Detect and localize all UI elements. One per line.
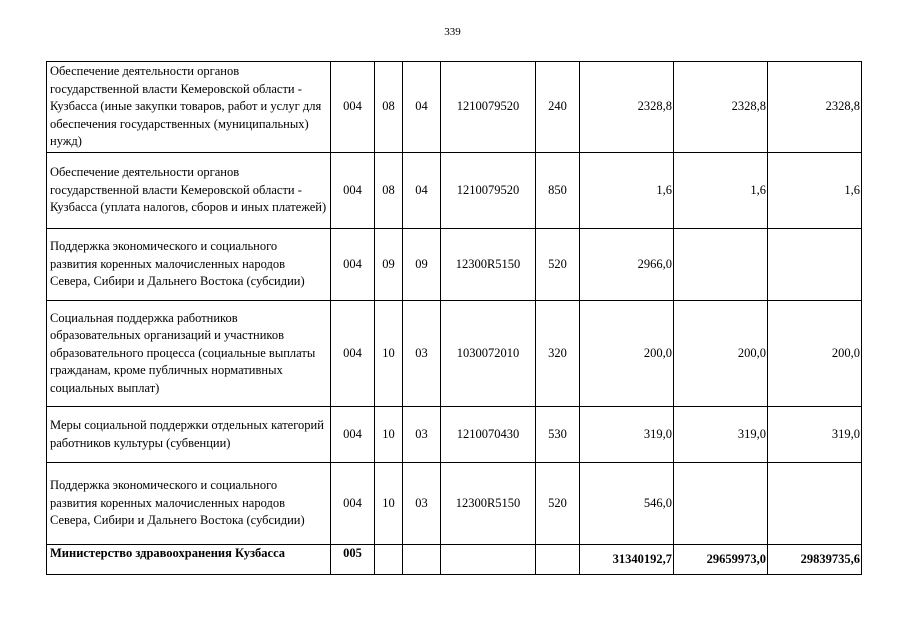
- expense-type-cell: 320: [536, 301, 580, 407]
- amount-year-1-cell: 2328,8: [580, 62, 674, 153]
- subsection-code-cell: 04: [403, 62, 441, 153]
- ministry-code-cell: 004: [331, 463, 375, 545]
- amount-year-3-cell: 2328,8: [768, 62, 862, 153]
- section-code-cell: 10: [375, 301, 403, 407]
- subsection-code-cell: 03: [403, 301, 441, 407]
- target-article-cell: 1210070430: [441, 407, 536, 463]
- budget-table: [46, 61, 862, 575]
- subsection-code-cell: 09: [403, 229, 441, 301]
- target-article-cell: 1030072010: [441, 301, 536, 407]
- ministry-code-cell: 004: [331, 407, 375, 463]
- amount-year-3-cell: 319,0: [768, 407, 862, 463]
- expense-name-cell: Обеспечение деятельности органов государственной власти Кемеровской области - Кузбасса (уплата налогов, сборов и иных платежей): [47, 153, 331, 229]
- subsection-code-cell: 04: [403, 153, 441, 229]
- amount-year-3-cell: [768, 463, 862, 545]
- target-article-cell: 12300R5150: [441, 229, 536, 301]
- ministry-code-cell: 004: [331, 301, 375, 407]
- page-number: 339: [444, 26, 461, 38]
- table-row: [47, 62, 862, 153]
- table-row: [47, 301, 862, 407]
- amount-year-1-cell: 319,0: [580, 407, 674, 463]
- amount-year-2-cell: 319,0: [674, 407, 768, 463]
- amount-year-3-cell: 29839735,6: [768, 545, 862, 575]
- amount-year-2-cell: 1,6: [674, 153, 768, 229]
- target-article-cell: 1210079520: [441, 62, 536, 153]
- expense-type-cell: 520: [536, 463, 580, 545]
- subsection-code-cell: [403, 545, 441, 575]
- section-code-cell: [375, 545, 403, 575]
- amount-year-1-cell: 546,0: [580, 463, 674, 545]
- subsection-code-cell: 03: [403, 407, 441, 463]
- ministry-code-cell: 004: [331, 62, 375, 153]
- ministry-code-cell: 004: [331, 153, 375, 229]
- expense-name-cell: Министерство здравоохранения Кузбасса: [47, 545, 331, 575]
- amount-year-1-cell: 200,0: [580, 301, 674, 407]
- amount-year-3-cell: 200,0: [768, 301, 862, 407]
- section-code-cell: 09: [375, 229, 403, 301]
- amount-year-2-cell: 29659973,0: [674, 545, 768, 575]
- ministry-code-cell: 005: [331, 545, 375, 575]
- amount-year-2-cell: 2328,8: [674, 62, 768, 153]
- table-row: [47, 407, 862, 463]
- expense-type-cell: 850: [536, 153, 580, 229]
- section-code-cell: 08: [375, 62, 403, 153]
- expense-name-cell: Поддержка экономического и социального развития коренных малочисленных народов Севера, Сибири и Дальнего Востока (субсидии): [47, 229, 331, 301]
- table-row: [47, 153, 862, 229]
- target-article-cell: [441, 545, 536, 575]
- amount-year-2-cell: 200,0: [674, 301, 768, 407]
- expense-name-cell: Меры социальной поддержки отдельных категорий работников культуры (субвенции): [47, 407, 331, 463]
- table-row: [47, 463, 862, 545]
- expense-name-cell: Обеспечение деятельности органов государственной власти Кемеровской области - Кузбасса (иные закупки товаров, работ и услуг для обеспечения государственных (муниципальных) нужд): [47, 62, 331, 153]
- amount-year-1-cell: 1,6: [580, 153, 674, 229]
- expense-type-cell: 520: [536, 229, 580, 301]
- expense-type-cell: 530: [536, 407, 580, 463]
- table-row: [47, 229, 862, 301]
- amount-year-1-cell: 2966,0: [580, 229, 674, 301]
- target-article-cell: 1210079520: [441, 153, 536, 229]
- expense-name-cell: Поддержка экономического и социального развития коренных малочисленных народов Севера, Сибири и Дальнего Востока (субсидии): [47, 463, 331, 545]
- expense-type-cell: [536, 545, 580, 575]
- amount-year-1-cell: 31340192,7: [580, 545, 674, 575]
- amount-year-3-cell: [768, 229, 862, 301]
- subsection-code-cell: 03: [403, 463, 441, 545]
- amount-year-3-cell: 1,6: [768, 153, 862, 229]
- expense-name-cell: Социальная поддержка работников образовательных организаций и участников образовательного процесса (социальные выплаты гражданам, кроме публичных нормативных социальных выплат): [47, 301, 331, 407]
- expense-type-cell: 240: [536, 62, 580, 153]
- amount-year-2-cell: [674, 229, 768, 301]
- budget-table-body: [47, 62, 862, 575]
- amount-year-2-cell: [674, 463, 768, 545]
- ministry-code-cell: 004: [331, 229, 375, 301]
- section-code-cell: 10: [375, 407, 403, 463]
- ministry-total-row: [47, 545, 862, 575]
- section-code-cell: 10: [375, 463, 403, 545]
- section-code-cell: 08: [375, 153, 403, 229]
- target-article-cell: 12300R5150: [441, 463, 536, 545]
